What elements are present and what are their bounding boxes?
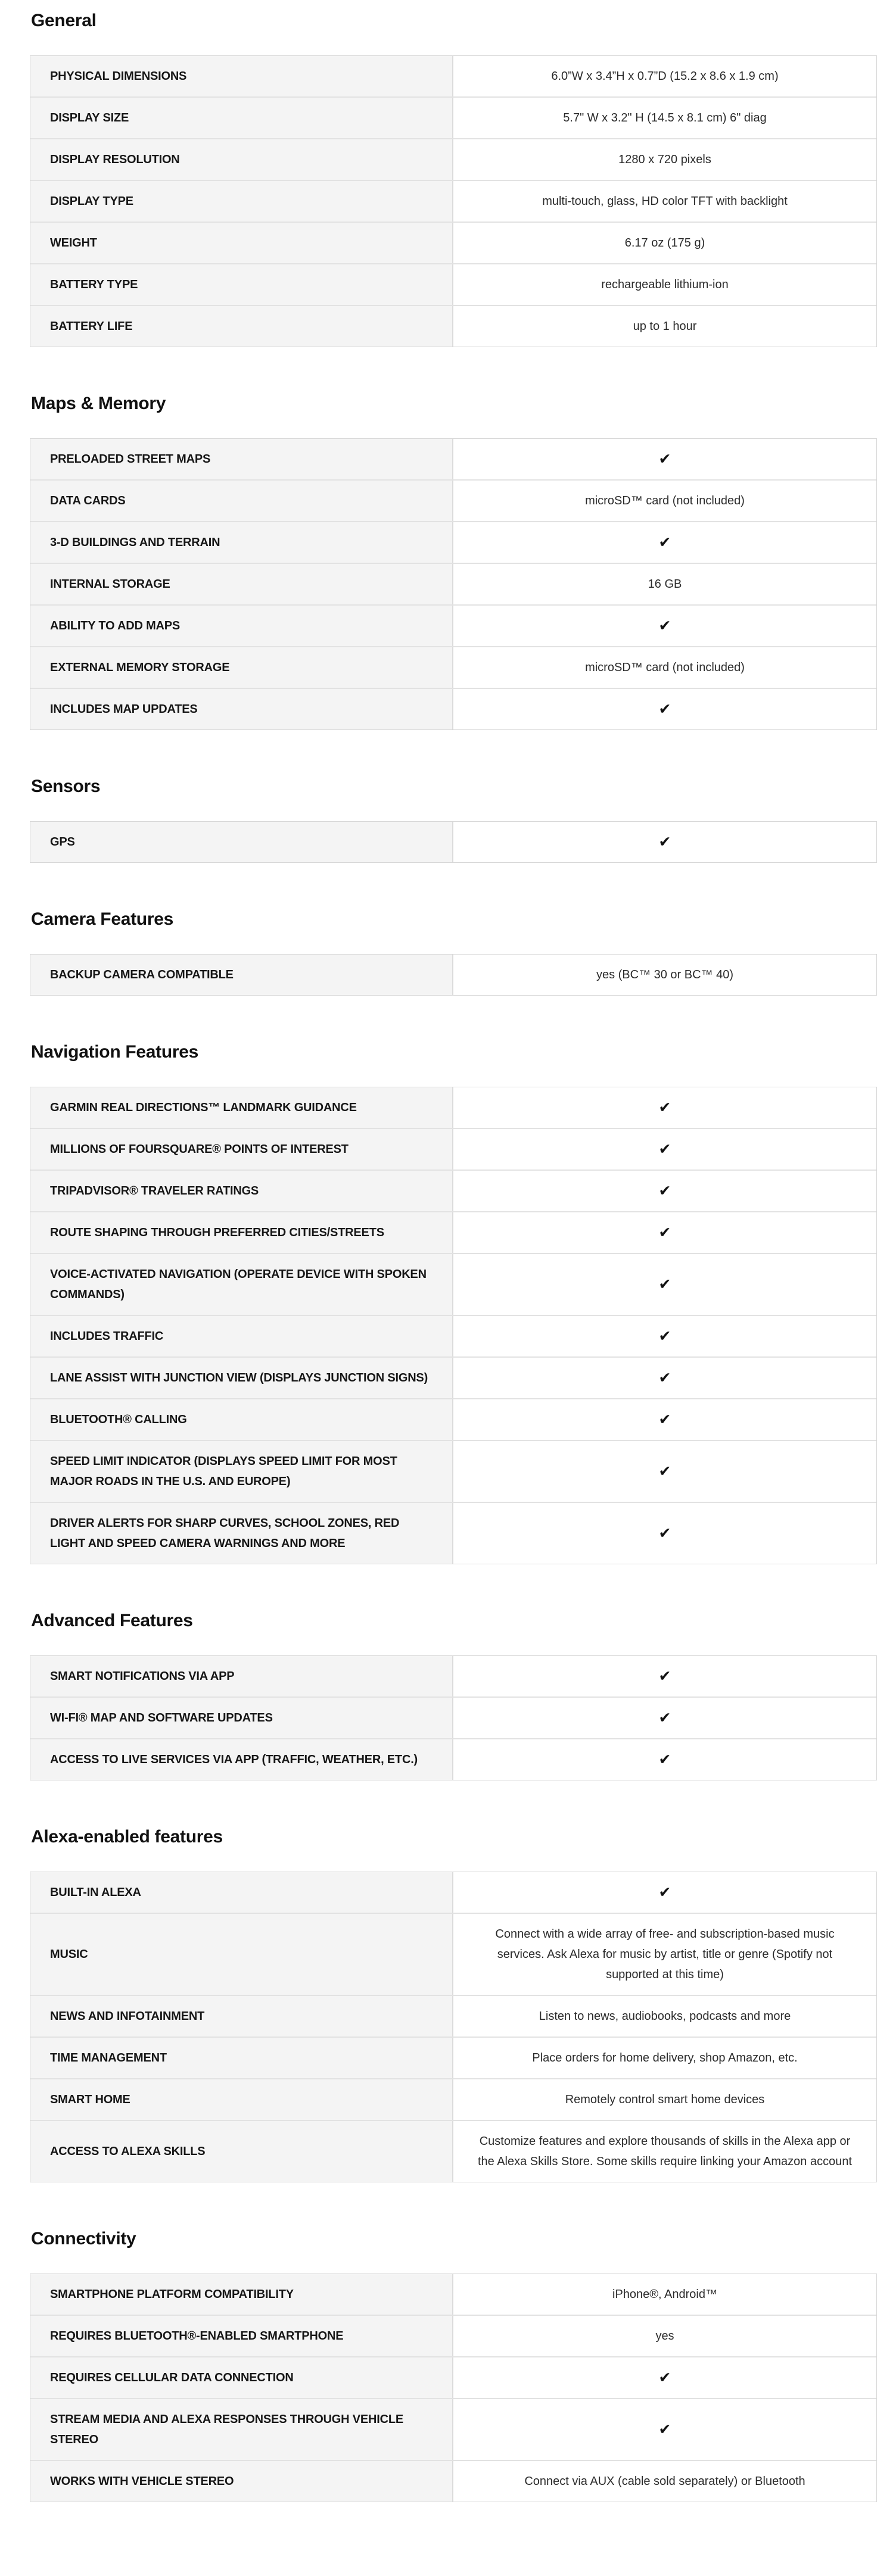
spec-label: ABILITY TO ADD MAPS	[50, 619, 181, 632]
check-icon: ✔	[658, 1709, 671, 1726]
spec-value: iPhone®, Android™	[612, 2288, 717, 2301]
spec-value-cell	[453, 1358, 876, 1398]
spec-label: MUSIC	[50, 1948, 88, 1961]
check-icon: ✔	[658, 617, 671, 634]
spec-row	[30, 522, 876, 564]
spec-value-cell	[453, 1254, 876, 1315]
spec-label-cell	[30, 1914, 453, 1995]
check-icon: ✔	[658, 1462, 671, 1480]
spec-label: SMART HOME	[50, 2093, 130, 2106]
spec-row	[30, 1212, 876, 1254]
spec-value: Remotely control smart home devices	[565, 2093, 765, 2106]
spec-table	[30, 1655, 877, 1780]
spec-label: INCLUDES MAP UPDATES	[50, 703, 198, 716]
spec-label-cell	[30, 1872, 453, 1913]
spec-row	[30, 223, 876, 264]
spec-value: 5.7" W x 3.2" H (14.5 x 8.1 cm) 6" diag	[563, 111, 767, 124]
spec-label-cell	[30, 2399, 453, 2460]
check-icon: ✔	[658, 1524, 671, 1542]
spec-value-cell	[453, 1441, 876, 1502]
spec-label-cell	[30, 181, 453, 222]
spec-value-cell	[453, 481, 876, 521]
spec-row	[30, 2274, 876, 2316]
spec-label-cell	[30, 955, 453, 995]
spec-value-cell	[453, 1996, 876, 2037]
spec-row	[30, 139, 876, 181]
spec-row	[30, 1872, 876, 1914]
spec-value-cell	[453, 1087, 876, 1128]
check-icon: ✔	[658, 1667, 671, 1685]
spec-row	[30, 306, 876, 347]
spec-label-cell	[30, 1656, 453, 1696]
spec-label: DRIVER ALERTS FOR SHARP CURVES, SCHOOL ZONES, RED LIGHT AND SPEED CAMERA WARNINGS AND MORE	[50, 1517, 400, 1550]
spec-value-cell	[453, 1399, 876, 1440]
spec-value: rechargeable lithium-ion	[601, 278, 729, 291]
spec-row	[30, 98, 876, 139]
spec-section	[30, 776, 877, 863]
spec-label: PRELOADED STREET MAPS	[50, 453, 211, 466]
spec-row	[30, 264, 876, 306]
spec-label: BUILT-IN ALEXA	[50, 1886, 141, 1899]
check-icon: ✔	[658, 534, 671, 551]
spec-label: BATTERY TYPE	[50, 278, 138, 291]
spec-label: LANE ASSIST WITH JUNCTION VIEW (DISPLAYS JUNCTION SIGNS)	[50, 1371, 428, 1384]
spec-row	[30, 1914, 876, 1996]
check-icon: ✔	[658, 1327, 671, 1345]
spec-label-cell	[30, 822, 453, 862]
spec-value-cell	[453, 2274, 876, 2315]
spec-label: VOICE-ACTIVATED NAVIGATION (OPERATE DEVICE WITH SPOKEN COMMANDS)	[50, 1268, 427, 1301]
spec-value-cell	[453, 1171, 876, 1211]
spec-table	[30, 1872, 877, 2182]
check-icon: ✔	[658, 1224, 671, 1241]
spec-label-cell	[30, 1087, 453, 1128]
spec-label: WEIGHT	[50, 236, 97, 250]
spec-row	[30, 2357, 876, 2399]
spec-label-cell	[30, 1212, 453, 1253]
spec-label: DISPLAY RESOLUTION	[50, 153, 180, 166]
spec-label-cell	[30, 647, 453, 688]
spec-value-cell	[453, 139, 876, 180]
spec-label: WORKS WITH VEHICLE STEREO	[50, 2475, 234, 2488]
spec-label: DISPLAY TYPE	[50, 195, 133, 208]
spec-label-cell	[30, 689, 453, 729]
spec-label-cell	[30, 1503, 453, 1564]
spec-value-cell	[453, 1129, 876, 1170]
spec-row	[30, 822, 876, 862]
section-title: Camera Features	[31, 909, 173, 929]
spec-section	[30, 11, 877, 347]
spec-row	[30, 181, 876, 223]
spec-value: 1280 x 720 pixels	[618, 153, 711, 166]
spec-row	[30, 1254, 876, 1316]
spec-value-cell	[453, 2079, 876, 2120]
spec-row	[30, 1129, 876, 1171]
spec-label-cell	[30, 564, 453, 604]
spec-value-cell	[453, 2316, 876, 2356]
spec-value-cell	[453, 306, 876, 347]
spec-table	[30, 2274, 877, 2502]
spec-value: 16 GB	[648, 578, 682, 591]
spec-label-cell	[30, 1254, 453, 1315]
spec-label-cell	[30, 2357, 453, 2398]
spec-label: 3-D BUILDINGS AND TERRAIN	[50, 536, 220, 549]
spec-label-cell	[30, 2079, 453, 2120]
spec-label-cell	[30, 1399, 453, 1440]
spec-label: GPS	[50, 835, 75, 849]
spec-value: Place orders for home delivery, shop Amazon, etc.	[532, 2051, 798, 2064]
spec-value-cell	[453, 2399, 876, 2460]
check-icon: ✔	[658, 700, 671, 718]
spec-row	[30, 606, 876, 647]
spec-label: PHYSICAL DIMENSIONS	[50, 70, 187, 83]
spec-value-cell	[453, 1656, 876, 1696]
spec-value-cell	[453, 2357, 876, 2398]
spec-value-cell	[453, 264, 876, 305]
spec-label: BACKUP CAMERA COMPATIBLE	[50, 968, 234, 981]
section-title: Navigation Features	[31, 1042, 199, 1062]
spec-label: SMARTPHONE PLATFORM COMPATIBILITY	[50, 2288, 294, 2301]
spec-row	[30, 1503, 876, 1564]
spec-row	[30, 1171, 876, 1212]
spec-label: NEWS AND INFOTAINMENT	[50, 2010, 205, 2023]
spec-label-cell	[30, 264, 453, 305]
spec-label: WI-FI® MAP AND SOFTWARE UPDATES	[50, 1711, 273, 1724]
section-title: Alexa-enabled features	[31, 1827, 223, 1847]
spec-value-cell	[453, 1316, 876, 1356]
spec-section	[30, 2229, 877, 2502]
spec-label-cell	[30, 223, 453, 263]
spec-label-cell	[30, 1739, 453, 1780]
spec-value-cell	[453, 606, 876, 646]
spec-table	[30, 1087, 877, 1564]
spec-label: BATTERY LIFE	[50, 320, 133, 333]
spec-label-cell	[30, 139, 453, 180]
spec-value: yes	[655, 2329, 674, 2343]
spec-row	[30, 955, 876, 995]
spec-label: SMART NOTIFICATIONS VIA APP	[50, 1670, 235, 1683]
spec-label: REQUIRES BLUETOOTH®-ENABLED SMARTPHONE	[50, 2329, 344, 2343]
spec-value: 6.17 oz (175 g)	[624, 236, 705, 250]
spec-label-cell	[30, 1698, 453, 1738]
spec-value: multi-touch, glass, HD color TFT with backlight	[542, 195, 788, 208]
spec-value-cell	[453, 2038, 876, 2078]
spec-label-cell	[30, 1316, 453, 1356]
section-title: Maps & Memory	[31, 394, 166, 413]
check-icon: ✔	[658, 1140, 671, 1158]
section-title: Advanced Features	[31, 1611, 193, 1630]
section-title: Connectivity	[31, 2229, 136, 2248]
spec-label: MILLIONS OF FOURSQUARE® POINTS OF INTEREST	[50, 1143, 349, 1156]
spec-sections	[30, 11, 877, 2502]
spec-value-cell	[453, 439, 876, 479]
spec-table	[30, 954, 877, 996]
spec-value-cell	[453, 955, 876, 995]
spec-row	[30, 1698, 876, 1739]
spec-value-cell	[453, 1914, 876, 1995]
spec-row	[30, 1358, 876, 1399]
spec-value-cell	[453, 181, 876, 222]
check-icon: ✔	[658, 1275, 671, 1293]
spec-row	[30, 1656, 876, 1698]
spec-row	[30, 1316, 876, 1358]
spec-value: 6.0”W x 3.4”H x 0.7”D (15.2 x 8.6 x 1.9 cm)	[551, 70, 779, 83]
spec-label-cell	[30, 306, 453, 347]
spec-section	[30, 1042, 877, 1564]
spec-value: microSD™ card (not included)	[585, 661, 745, 674]
spec-label-cell	[30, 56, 453, 96]
check-icon: ✔	[658, 833, 671, 850]
spec-value-cell	[453, 1872, 876, 1913]
spec-label: BLUETOOTH® CALLING	[50, 1413, 187, 1426]
spec-value-cell	[453, 689, 876, 729]
spec-label: ACCESS TO ALEXA SKILLS	[50, 2145, 206, 2158]
spec-row	[30, 56, 876, 98]
spec-row	[30, 1399, 876, 1441]
spec-row	[30, 2038, 876, 2079]
spec-table	[30, 821, 877, 863]
spec-value: Connect with a wide array of free- and subscription-based music services. Ask Alexa for music by artist, title or genre (Spotify not supported at this time)	[495, 1928, 835, 1981]
spec-value: microSD™ card (not included)	[585, 494, 745, 507]
spec-row	[30, 647, 876, 689]
spec-label-cell	[30, 2316, 453, 2356]
check-icon: ✔	[658, 2421, 671, 2438]
spec-label: GARMIN REAL DIRECTIONS™ LANDMARK GUIDANCE	[50, 1101, 357, 1114]
spec-label: TRIPADVISOR® TRAVELER RATINGS	[50, 1184, 259, 1197]
check-icon: ✔	[658, 1369, 671, 1386]
spec-section	[30, 1827, 877, 2182]
spec-section	[30, 394, 877, 730]
spec-label: SPEED LIMIT INDICATOR (DISPLAYS SPEED LIMIT FOR MOST MAJOR ROADS IN THE U.S. AND EUROPE)	[50, 1455, 397, 1488]
spec-label: STREAM MEDIA AND ALEXA RESPONSES THROUGH VEHICLE STEREO	[50, 2413, 404, 2446]
spec-label-cell	[30, 606, 453, 646]
spec-row	[30, 564, 876, 606]
spec-label: DATA CARDS	[50, 494, 126, 507]
spec-value-cell	[453, 1212, 876, 1253]
spec-row	[30, 1087, 876, 1129]
spec-value-cell	[453, 1739, 876, 1780]
spec-label-cell	[30, 2038, 453, 2078]
spec-row	[30, 689, 876, 729]
spec-label: DISPLAY SIZE	[50, 111, 129, 124]
spec-label-cell	[30, 1441, 453, 1502]
spec-label: REQUIRES CELLULAR DATA CONNECTION	[50, 2371, 294, 2384]
check-icon: ✔	[658, 1411, 671, 1428]
spec-row	[30, 481, 876, 522]
check-icon: ✔	[658, 1099, 671, 1116]
spec-value: Listen to news, audiobooks, podcasts and more	[539, 2010, 791, 2023]
spec-label-cell	[30, 439, 453, 479]
spec-label-cell	[30, 2121, 453, 2182]
spec-value-cell	[453, 1698, 876, 1738]
spec-row	[30, 1441, 876, 1503]
spec-label: ROUTE SHAPING THROUGH PREFERRED CITIES/STREETS	[50, 1226, 384, 1239]
check-icon: ✔	[658, 1751, 671, 1768]
spec-value: up to 1 hour	[633, 320, 697, 333]
spec-row	[30, 439, 876, 481]
spec-label-cell	[30, 522, 453, 563]
spec-value-cell	[453, 822, 876, 862]
spec-value-cell	[453, 56, 876, 96]
spec-label: EXTERNAL MEMORY STORAGE	[50, 661, 230, 674]
check-icon: ✔	[658, 2369, 671, 2386]
spec-value: Customize features and explore thousands of skills in the Alexa app or the Alexa Skills Store. Some skills require linking your Amazon account	[477, 2135, 853, 2168]
spec-table	[30, 438, 877, 730]
spec-value: yes (BC™ 30 or BC™ 40)	[596, 968, 734, 981]
spec-section	[30, 1611, 877, 1780]
spec-label-cell	[30, 1358, 453, 1398]
spec-row	[30, 2399, 876, 2461]
spec-value-cell	[453, 98, 876, 138]
spec-label: INTERNAL STORAGE	[50, 578, 170, 591]
check-icon: ✔	[658, 1182, 671, 1199]
spec-row	[30, 2121, 876, 2182]
spec-label-cell	[30, 2461, 453, 2502]
spec-table	[30, 55, 877, 347]
spec-row	[30, 2316, 876, 2357]
spec-row	[30, 2461, 876, 2502]
spec-value-cell	[453, 223, 876, 263]
spec-label-cell	[30, 481, 453, 521]
spec-label-cell	[30, 1129, 453, 1170]
spec-value: Connect via AUX (cable sold separately) or Bluetooth	[524, 2475, 805, 2488]
spec-label: INCLUDES TRAFFIC	[50, 1330, 164, 1343]
check-icon: ✔	[658, 450, 671, 467]
spec-value-cell	[453, 2461, 876, 2502]
spec-value-cell	[453, 1503, 876, 1564]
spec-label: ACCESS TO LIVE SERVICES VIA APP (TRAFFIC, WEATHER, ETC.)	[50, 1753, 418, 1766]
spec-value-cell	[453, 522, 876, 563]
spec-value-cell	[453, 564, 876, 604]
spec-label-cell	[30, 1996, 453, 2037]
section-title: General	[31, 11, 97, 30]
check-icon: ✔	[658, 1883, 671, 1901]
spec-label: TIME MANAGEMENT	[50, 2051, 167, 2064]
spec-value-cell	[453, 647, 876, 688]
spec-label-cell	[30, 98, 453, 138]
spec-row	[30, 1996, 876, 2038]
spec-section	[30, 909, 877, 996]
spec-row	[30, 1739, 876, 1780]
spec-label-cell	[30, 2274, 453, 2315]
spec-row	[30, 2079, 876, 2121]
spec-value-cell	[453, 2121, 876, 2182]
spec-label-cell	[30, 1171, 453, 1211]
section-title: Sensors	[31, 776, 101, 796]
